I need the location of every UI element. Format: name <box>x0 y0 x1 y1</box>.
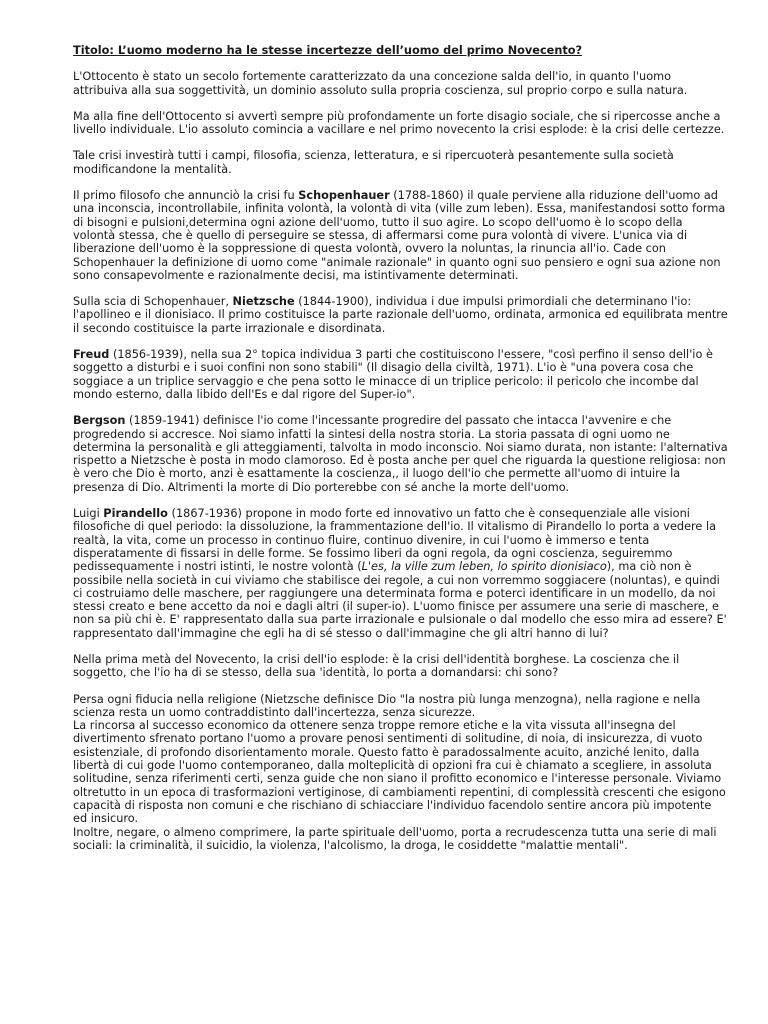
author-name-bergson: Bergson <box>73 414 126 428</box>
paragraph-mali-sociali: Inoltre, negare, o almeno comprimere, la parte spirituale dell'uomo, porta a recrudescenza tutta una serie di mali sociali: la criminalità, il suicidio, la violenza, l'alcolismo, la droga, le cosiddette "malattie mentali". <box>73 825 717 852</box>
paragraph-crisi-campi: Tale crisi investirà tutti i campi, filosofia, scienza, letteratura, e si ripercuoterà pesantemente sulla società modificandone la mentalità. <box>73 149 674 176</box>
text-segment: Il primo filosofo che annunciò la crisi fu <box>73 189 299 203</box>
paragraph-crisi-identita: Nella prima metà del Novecento, la crisi dell'io esplode: è la crisi dell'identità borghese. La coscienza che il soggetto, che l'io ha di se stesso, della sua 'identità, lo porta a domandarsi: chi sono? <box>73 652 680 680</box>
paragraph-fiducia-religione: Persa ogni fiducia nella religione (Nietzsche definisce Dio "la nostra più lunga menzogna), nella ragione e nella scienza resta un uomo contraddistinto dall'incertezza, senza sicurezze. <box>73 692 701 719</box>
document-title: Titolo: L’uomo moderno ha le stesse incertezze dell’uomo del primo Novecento? <box>73 44 583 57</box>
italic-quote: L'es, la ville zum leben, lo spirito dionisiaco <box>361 560 607 574</box>
paragraph-ottocento: L'Ottocento è stato un secolo fortemente caratterizzato da una concezione salda dell'io, in quanto l'uomo attribuiva alla sua soggettività, un dominio assoluto sulla propria coscienza, sul proprio corpo e sulla natura. <box>73 70 688 97</box>
paragraph-schopenhauer <box>73 189 728 282</box>
text-segment: (1859-1941) definisce l'io come l'incessante progredire del passato che intacca l'avvenire e che progredendo si accresce. Noi siamo infatti la sintesi della nostra storia. La storia passata di ogni uomo ne determina la personalità e gli atteggiamenti, talvolta in modo inconscio. Noi siamo durata, non istante: l'alternativa rispetto a Nietzsche è posta in modo clamoroso. Ed è posta anche per quel che riguarda la questione religiosa: non è vero che Dio è morto, anzi è esattamente la coscienza,, il luogo dell'io che permette all'uomo di intuire la presenza di Dio. Altrimenti la morte di Dio porterebbe con sé anche la morte dell'uomo. <box>73 414 728 494</box>
paragraph-pirandello <box>73 507 728 640</box>
paragraph-freud <box>73 348 728 401</box>
author-name-nietzsche: Nietzsche <box>232 295 295 309</box>
paragraph-successo-economico: La rincorsa al successo economico da ottenere senza troppe remore etiche e la vita vissuta all'insegna del divertimento sfrenato portano l'uomo a provare penosi sentimenti di solitudine, di noia, di insicurezza, di vuoto esistenziale, di profondo disorientamento morale. Questo fatto è paradossalmente acuito, anziché lenito, dalla libertà di cui gode l'uomo contemporaneo, dalla molteplicità di opzioni fra cui è chiamato a scegliere, in assoluta solitudine, senza riferimenti certi, senza guide che non siano il profitto economico e l'interesse personale. Viviamo oltretutto in un epoca di trasformazioni vertiginose, di cambiamenti repentini, di complessità crescenti che esigono capacità di risposta non comuni e che rischiano di schiacciare l'individuo facendolo sentire ancora più impotente ed insicuro. <box>73 719 726 826</box>
paragraph-disagio-sociale: Ma alla fine dell'Ottocento si avvertì sempre più profondamente un forte disagio sociale, che si ripercosse anche a livello individuale. L'io assoluto comincia a vacillare e nel primo novecento la crisi esplode: è la crisi delle certezze. <box>73 109 725 137</box>
author-name-freud: Freud <box>73 348 110 362</box>
author-name-schopenhauer: Schopenhauer <box>298 189 390 203</box>
paragraph-bergson <box>73 414 728 494</box>
text-segment: ), ma ciò non è possibile nella società in cui viviamo che stabilisce dei regole, a cui non vorremmo soggiacere (noluntas), e quindi ci costruiamo delle maschere, per raggiungere una determinata forma e poterci identificare in un modello, da noi stessi creato e bene accetto da noi e dagli altri (il super-io). L'uomo finisce per assumere una serie di maschere, e non sa più chi è. E' rappresentato dalla sua parte irrazionale e pulsionale o dal modello che esso mira ad essere? E' rappresentato dall'immagine che egli ha di sé stesso o dall'immagine che gli altri hanno di lui? <box>73 560 727 640</box>
text-segment: (1788-1860) il quale perviene alla riduzione dell'uomo ad una inconscia, incontrollabile, infinita volontà, la volontà di vita (ville zum leben). Essa, manifestandosi sotto forma di bisogni e pulsioni,determina ogni azione dell'uomo, tutto il suo agire. Lo scopo dell'uomo è lo scopo della volontà stessa, che è quello di perseguire se stessa, di affermarsi come pura volontà di vivere. L'unica via di liberazione dell'uomo è la soppressione di questa volontà, ovvero la noluntas, la rinuncia all'io. Cade con Schopenhauer la definizione di uomo come "animale razionale" in quanto ogni suo pensiero e ogni sua azione non sono consapevolmente e razionalmente decisi, ma istintivamente determinati. <box>73 189 726 282</box>
text-segment: (1844-1900), individua i due impulsi primordiali che determinano l'io: l'apollineo e il dionisiaco. Il primo costituisce la parte razionale dell'uomo, ordinata, armonica ed equilibrata mentre il secondo costituisce la parte irrazionale e disordinata. <box>73 295 728 335</box>
text-segment: Sulla scia di Schopenhauer, <box>73 295 233 309</box>
author-name-pirandello: Pirandello <box>103 507 168 521</box>
paragraph-nietzsche <box>73 295 728 335</box>
text-segment: (1856-1939), nella sua 2° topica individua 3 parti che costituiscono l'essere, "così perfino il senso dell'io è soggetto a disturbi e i suoi confini non sono stabili" (Il disagio della civiltà, 1971). L'io è "una povera cosa che soggiace a un triplice servaggio e che pena sotto le minacce di un triplice pericolo: il pericolo che incombe dal mondo esterno, dalla libido dell'Es e dal rigore del Super-io". <box>73 348 713 401</box>
text-segment: Luigi <box>73 507 104 521</box>
text-segment: (1867-1936) propone in modo forte ed innovativo un fatto che è consequenziale alle visioni filosofiche di quel periodo: la dissoluzione, la frammentazione dell'io. Il vitalismo di Pirandello lo porta a vedere la realtà, la vita, come un processo in continuo fluire, continuo divenire, in cui l'uomo è immerso e tenta disperatamente di fissarsi in delle forme. Se fossimo liberi da ogni regola, da ogni coscienza, seguiremmo pedissequamente i nostri istinti, le nostre volontà ( <box>73 507 717 574</box>
